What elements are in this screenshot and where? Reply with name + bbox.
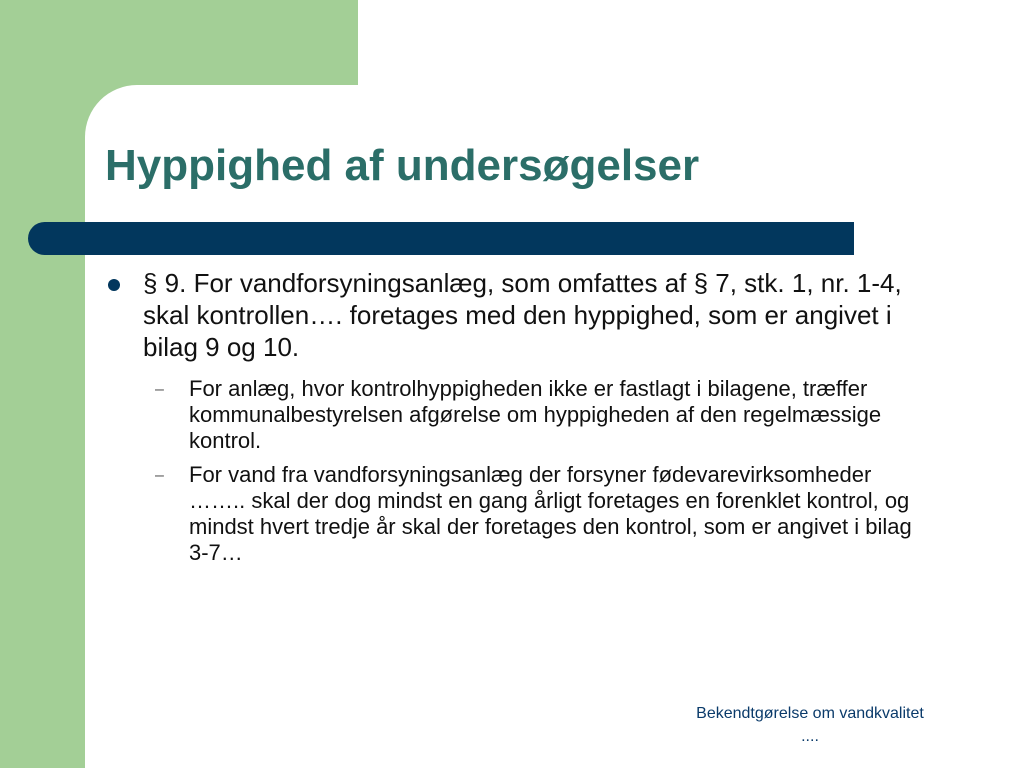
title-divider-bar: [28, 222, 854, 255]
slide-footer: [650, 702, 970, 748]
sub-bullet-text: For vand fra vandforsyningsanlæg der forsyner fødevarevirksomheder …….. skal der dog mindst en gang årligt foretages en forenklet kontrol, og mindst hvert tredje år skal der foretages den kontrol, som er angivet i bilag 3-7…: [189, 462, 912, 565]
footer-source: Bekendtgørelse om vandkvalitet: [696, 705, 924, 722]
sub-bullet-item: [155, 376, 925, 454]
slide-title: Hyppighed af undersøgelser: [105, 141, 700, 190]
bullet-dot-icon: [108, 279, 120, 291]
bullet-text: § 9. For vandforsyningsanlæg, som omfattes af § 7, stk. 1, nr. 1-4, skal kontrollen…. foretages med den hyppighed, som er angivet i bilag 9 og 10.: [143, 268, 902, 362]
sub-bullet-text: For anlæg, hvor kontrolhyppigheden ikke er fastlagt i bilagene, træffer kommunalbestyrelsen afgørelse om hyppigheden af den regelmæssige kontrol.: [189, 376, 882, 453]
sub-bullet-item: [155, 462, 925, 566]
dash-icon: –: [155, 381, 164, 398]
dash-icon: –: [155, 467, 164, 484]
bullet-item: [108, 267, 928, 363]
footer-ellipsis: ....: [801, 728, 819, 745]
